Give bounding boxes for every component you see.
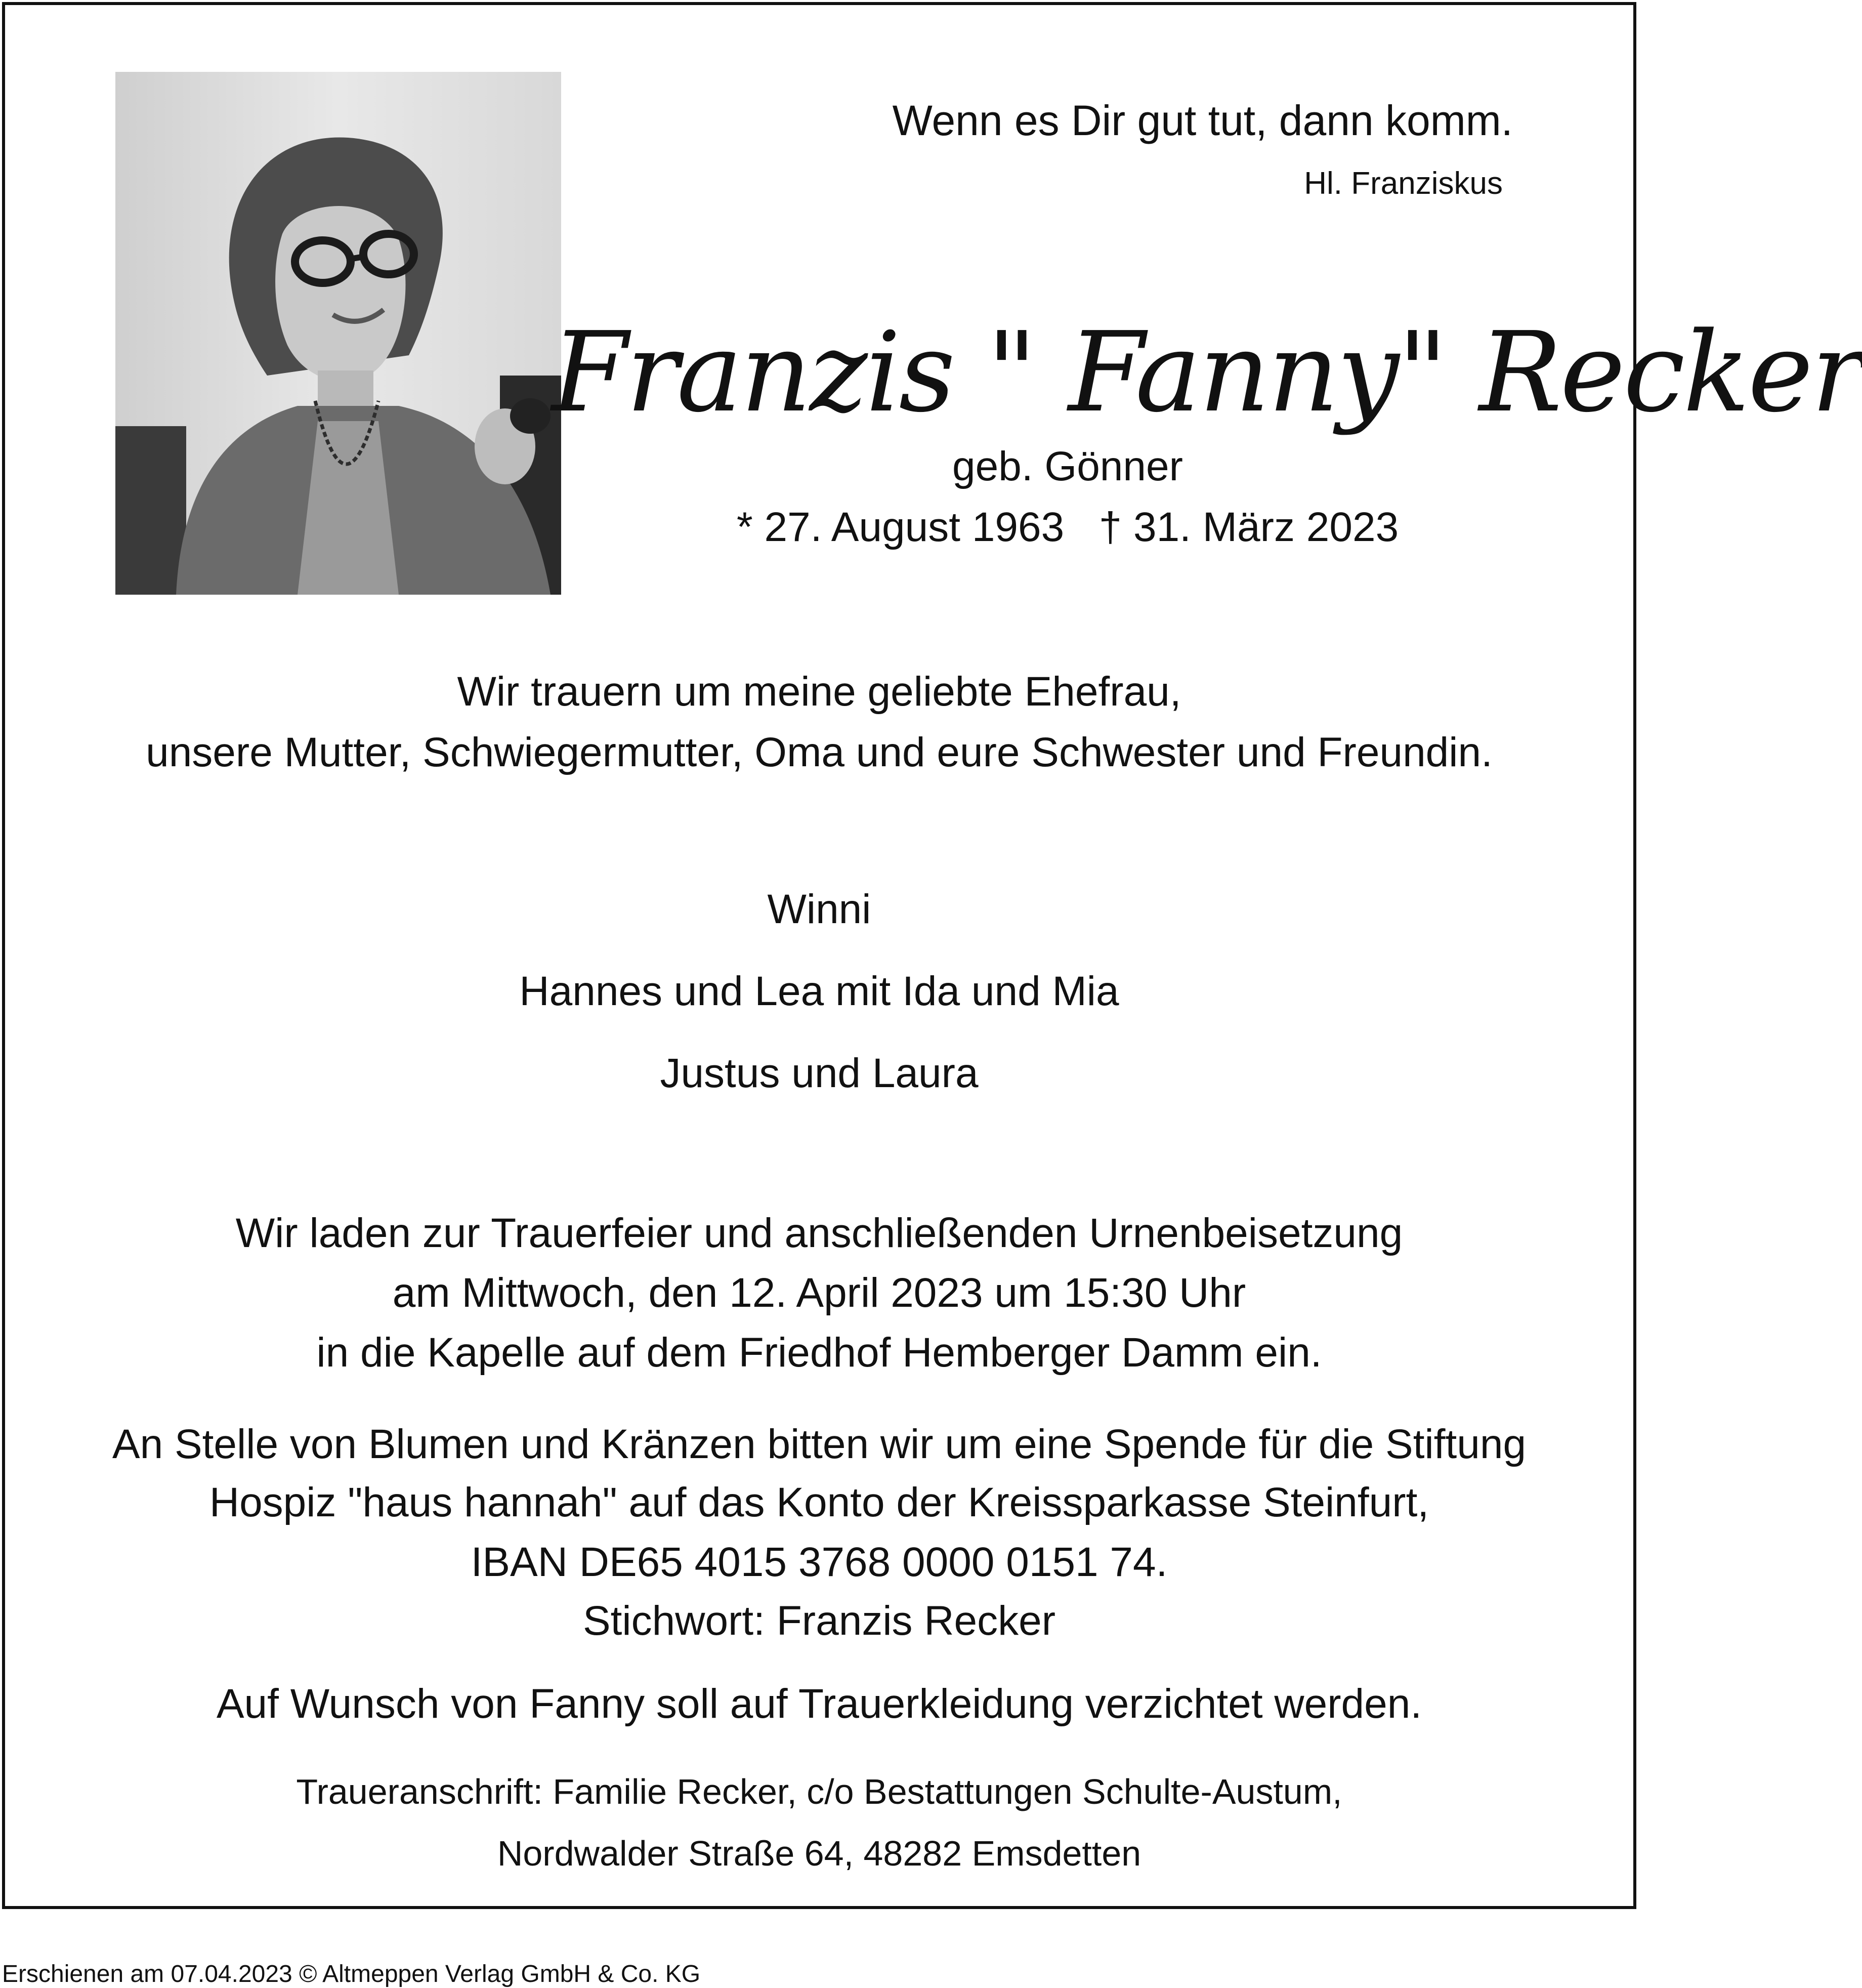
birth-name: geb. Gönner	[952, 443, 1183, 489]
family-member: Hannes und Lea mit Ida und Mia	[519, 968, 1119, 1014]
donation-line-1: An Stelle von Blumen und Kränzen bitten wir um eine Spende für die Stiftung	[112, 1421, 1527, 1467]
deceased-name: Franzis " Fanny" Recker	[552, 309, 1862, 437]
invitation-line-2: am Mittwoch, den 12. April 2023 um 15:30 Uhr	[392, 1270, 1246, 1316]
portrait-image	[115, 72, 561, 595]
motto-quote: Wenn es Dir gut tut, dann komm.	[892, 97, 1513, 144]
portrait-photo	[115, 72, 561, 595]
address-line-1: Traueranschrift: Familie Recker, c/o Bestattungen Schulte-Austum,	[296, 1772, 1342, 1811]
donation-iban: IBAN DE65 4015 3768 0000 0151 74.	[471, 1539, 1168, 1585]
mourning-line-2: unsere Mutter, Schwiegermutter, Oma und eure Schwester und Freundin.	[146, 729, 1493, 775]
publication-credit: Erschienen am 07.04.2023 © Altmeppen Verlag GmbH & Co. KG	[2, 1961, 701, 1987]
motto-source: Hl. Franziskus	[1304, 166, 1503, 201]
obituary-frame	[2, 2, 1862, 1909]
invitation-line-1: Wir laden zur Trauerfeier und anschließenden Urnenbeisetzung	[235, 1210, 1403, 1256]
family-member: Winni	[767, 886, 871, 932]
mourning-line-1: Wir trauern um meine geliebte Ehefrau,	[457, 669, 1181, 715]
invitation-line-3: in die Kapelle auf dem Friedhof Hemberger Damm ein.	[316, 1330, 1322, 1376]
family-member: Justus und Laura	[660, 1050, 979, 1096]
dress-note: Auf Wunsch von Fanny soll auf Trauerkleidung verzichtet werden.	[216, 1681, 1422, 1727]
life-dates: * 27. August 1963 † 31. März 2023	[736, 504, 1399, 550]
address-line-2: Nordwalder Straße 64, 48282 Emsdetten	[497, 1834, 1141, 1873]
donation-line-2: Hospiz "haus hannah" auf das Konto der Kreissparkasse Steinfurt,	[209, 1479, 1429, 1525]
donation-keyword: Stichwort: Franzis Recker	[582, 1598, 1056, 1644]
